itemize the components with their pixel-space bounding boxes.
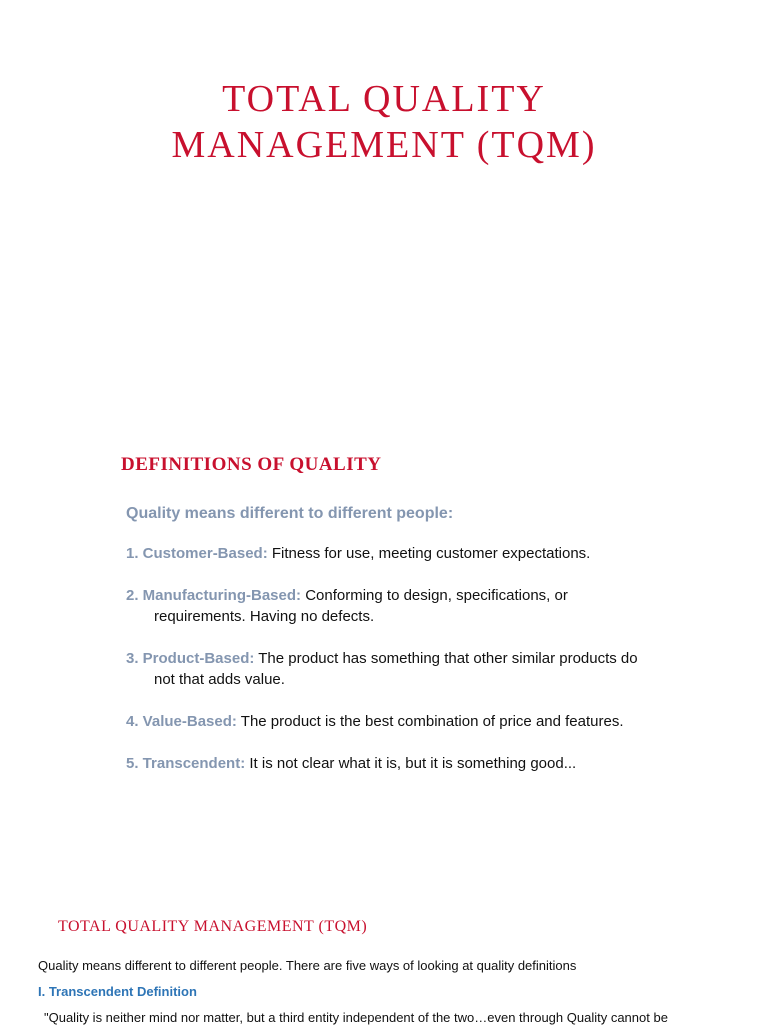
definition-text: It is not clear what it is, but it is something good... <box>245 755 577 772</box>
tqm-heading: TOTAL QUALITY MANAGEMENT (TQM) <box>58 918 368 935</box>
list-item <box>126 648 646 690</box>
definition-label: 3. Product-Based: <box>126 650 255 667</box>
definition-label: 5. Transcendent: <box>126 755 246 772</box>
definitions-heading: DEFINITIONS OF QUALITY <box>121 454 382 475</box>
definition-text: The product is the best combination of price and features. <box>236 713 624 730</box>
transcendent-definition-heading: I. Transcendent Definition <box>38 984 197 999</box>
page-title <box>0 76 768 168</box>
list-item <box>126 711 646 732</box>
list-item <box>126 585 646 627</box>
list-item <box>126 753 646 774</box>
definitions-intro: Quality means different to different people: <box>126 505 454 522</box>
definition-label: 2. Manufacturing-Based: <box>126 587 302 604</box>
list-item <box>126 543 646 564</box>
definitions-list <box>126 543 646 774</box>
page-title-line-2: MANAGEMENT (TQM) <box>171 124 597 166</box>
tqm-body-text: Quality means different to different people. There are five ways of looking at quality definitions <box>38 958 577 973</box>
page-title-line-1: TOTAL QUALITY <box>222 78 546 120</box>
quote-text: "Quality is neither mind nor matter, but a third entity independent of the two…even through Quality cannot be <box>44 1010 668 1025</box>
definition-text: Conforming to design, specifications, or requirements. Having no defects. <box>154 587 568 625</box>
definition-text: Fitness for use, meeting customer expectations. <box>267 545 591 562</box>
definition-label: 1. Customer-Based: <box>126 545 268 562</box>
definition-text: The product has something that other similar products do not that adds value. <box>154 650 638 688</box>
definition-label: 4. Value-Based: <box>126 713 237 730</box>
